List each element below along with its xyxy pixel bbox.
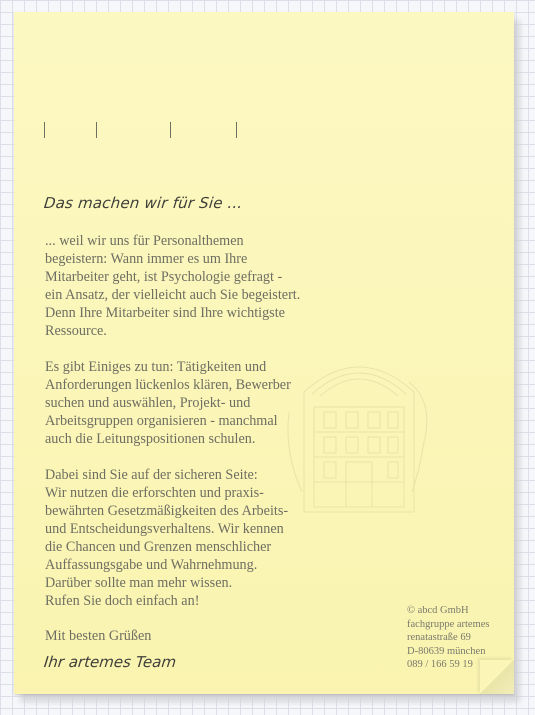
page-heading: Das machen wir für Sie ... (43, 194, 244, 212)
paragraph-intro: ... weil wir uns für Personalthemen begeistern: Wann immer es um Ihre Mitarbeiter geht, ist Psychologie gefragt - ein Ansatz, der vielleicht auch Sie begeistert. Denn Ihre Mitarbeiter sind Ihre wichtigste Ressource. (45, 233, 301, 339)
body-text (45, 232, 345, 628)
signature: Ihr artemes Team (43, 653, 178, 671)
imprint-phone: 089 / 166 59 19 (407, 659, 473, 670)
note-paper (14, 12, 514, 694)
imprint-company: © abcd GmbH (407, 605, 469, 616)
paragraph-tasks: Es gibt Einiges zu tun: Tätigkeiten und Anforderungen lückenlos klären, Bewerber suchen und auswählen, Projekt- und Arbeitsgruppen organisieren - manchmal auch die Leitungspositionen schulen. (45, 359, 291, 447)
paragraph-expertise: Dabei sind Sie auf der sicheren Seite: Wir nutzen die erforschten und praxis- bewährten Gesetzmäßigkeiten des Arbeits- und Entscheidungsverhaltens. Wir kennen die Chancen und Grenzen menschlicher Auffassungsgabe und Wahrnehmung. Darüber sollte man mehr wissen. Rufen Sie doch einfach an! (45, 467, 289, 609)
imprint (407, 604, 490, 672)
imprint-city: D-80639 münchen (407, 645, 486, 657)
page-curl (480, 660, 514, 694)
imprint-group: fachgruppe artemes (407, 618, 490, 630)
nav-divider (44, 122, 45, 138)
nav-divider (96, 122, 97, 138)
closing-greeting: Mit besten Grüßen (45, 628, 152, 644)
nav-divider (236, 122, 237, 138)
imprint-street: renatastraße 69 (407, 632, 471, 643)
nav-divider (170, 122, 171, 138)
